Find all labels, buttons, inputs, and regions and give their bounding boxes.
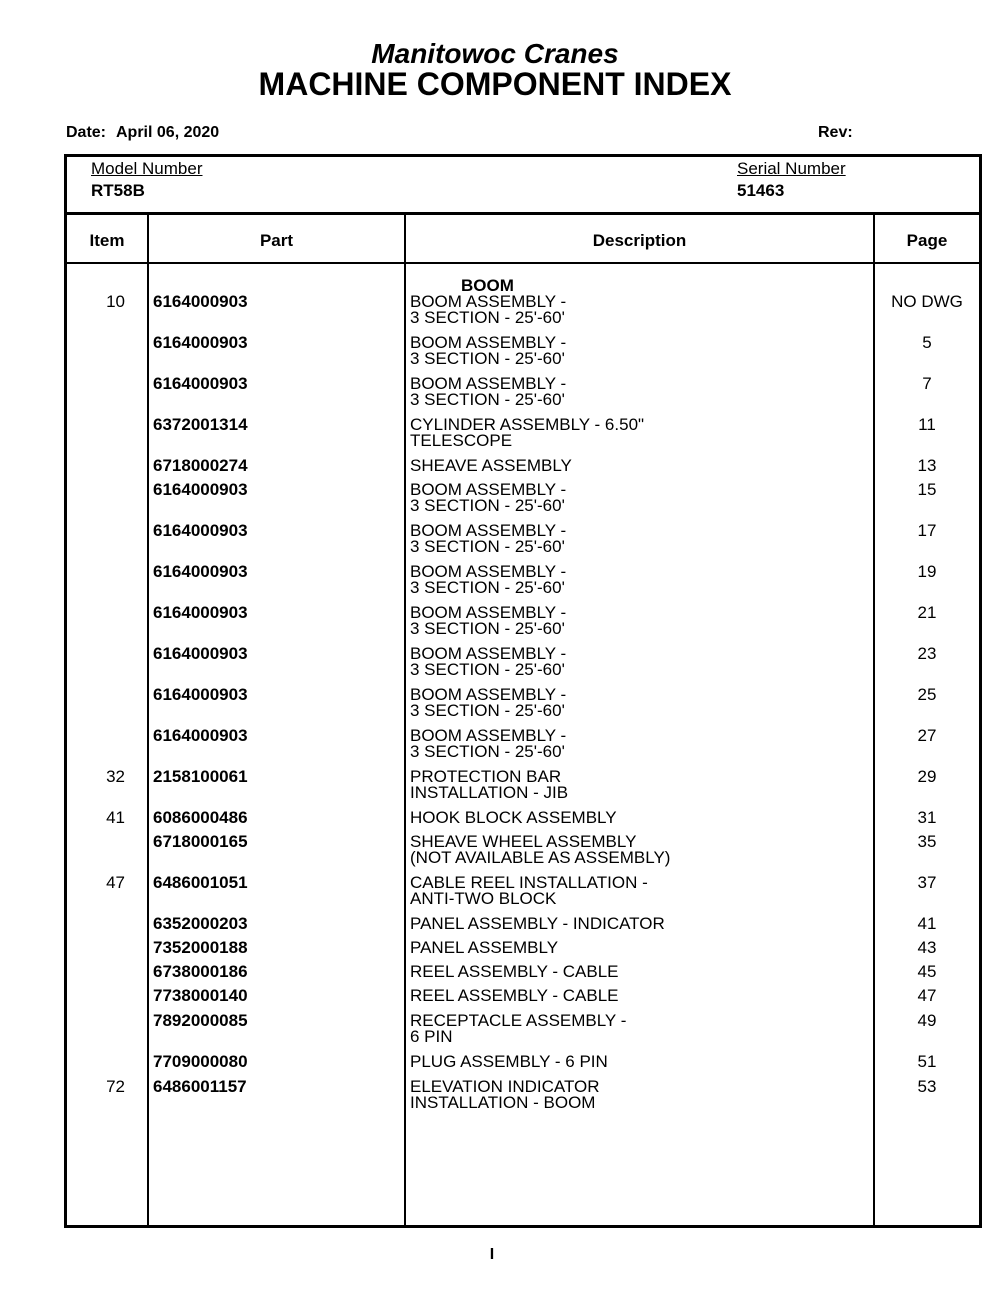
row-description-line-2: ANTI-TWO BLOCK <box>410 889 557 908</box>
row-page-number: 35 <box>917 832 937 851</box>
rev-label: Rev: <box>818 124 853 141</box>
row-description <box>410 964 870 980</box>
row-part-number: 6718000274 <box>153 456 248 475</box>
row-description <box>410 769 870 801</box>
row-part-number: 6164000903 <box>153 685 248 704</box>
row-description <box>410 916 870 932</box>
row-part-number: 6164000903 <box>153 562 248 581</box>
row-description-line-1: BOOM ASSEMBLY - <box>410 480 567 499</box>
item-part-divider <box>147 215 149 1225</box>
row-description <box>410 1054 870 1070</box>
row-description-line-1: BOOM ASSEMBLY - <box>410 644 567 663</box>
row-page-number: 7 <box>922 374 932 393</box>
row-description <box>410 417 870 449</box>
row-page-number: 17 <box>917 521 937 540</box>
row-page-number: 37 <box>917 873 937 892</box>
model-number-label: Model Number <box>91 159 203 178</box>
row-description <box>410 728 870 760</box>
row-part-number: 2158100061 <box>153 767 248 786</box>
row-description-line-1: BOOM ASSEMBLY - <box>410 374 567 393</box>
row-part-number: 6164000903 <box>153 521 248 540</box>
row-description-line-2: 3 SECTION - 25'-60' <box>410 660 565 679</box>
row-description-line-2: INSTALLATION - BOOM <box>410 1093 596 1112</box>
row-description-line-1: ELEVATION INDICATOR <box>410 1077 600 1096</box>
date-value: April 06, 2020 <box>116 124 220 141</box>
row-description <box>410 940 870 956</box>
row-description <box>410 1013 870 1045</box>
row-description <box>410 564 870 596</box>
row-part-number: 6086000486 <box>153 808 248 827</box>
row-part-number: 6352000203 <box>153 914 248 933</box>
row-description <box>410 646 870 678</box>
column-header-description: Description <box>592 231 687 250</box>
row-description <box>410 294 870 326</box>
row-part-number: 6486001051 <box>153 873 248 892</box>
row-page-number: 27 <box>917 726 937 745</box>
row-item-number: 32 <box>106 767 125 786</box>
row-description-line-1: BOOM ASSEMBLY - <box>410 333 567 352</box>
row-page-number: 23 <box>917 644 937 663</box>
row-item-number: 72 <box>106 1077 125 1096</box>
row-description-line-2: 3 SECTION - 25'-60' <box>410 619 565 638</box>
description-page-divider <box>873 215 875 1225</box>
row-description-line-2: 3 SECTION - 25'-60' <box>410 742 565 761</box>
row-description-line-1: REEL ASSEMBLY - CABLE <box>410 962 619 981</box>
row-description <box>410 523 870 555</box>
serial-number-value: 51463 <box>737 181 785 200</box>
row-page-number: 11 <box>918 415 936 434</box>
row-part-number: 6164000903 <box>153 333 248 352</box>
row-part-number: 6164000903 <box>153 480 248 499</box>
row-description <box>410 988 870 1004</box>
row-part-number: 7352000188 <box>153 938 248 957</box>
row-part-number: 6164000903 <box>153 603 248 622</box>
row-description <box>410 834 870 866</box>
row-description-line-1: PLUG ASSEMBLY - 6 PIN <box>410 1052 608 1071</box>
row-part-number: 6164000903 <box>153 644 248 663</box>
section-heading: BOOM <box>461 276 514 295</box>
row-description <box>410 687 870 719</box>
date-label: Date: <box>66 124 107 141</box>
row-item-number: 41 <box>106 808 125 827</box>
row-page-number: 13 <box>917 456 937 475</box>
row-description-line-2: 3 SECTION - 25'-60' <box>410 701 565 720</box>
row-description-line-1: REEL ASSEMBLY - CABLE <box>410 986 619 1005</box>
row-description-line-2: TELESCOPE <box>410 431 513 450</box>
row-description-line-1: CABLE REEL INSTALLATION - <box>410 873 648 892</box>
row-page-number: 43 <box>917 938 937 957</box>
row-description-line-1: BOOM ASSEMBLY - <box>410 685 567 704</box>
row-item-number: 47 <box>106 873 125 892</box>
row-page-number: 45 <box>917 962 937 981</box>
row-description-line-2: (NOT AVAILABLE AS ASSEMBLY) <box>410 848 671 867</box>
row-part-number: 6718000165 <box>153 832 248 851</box>
column-header-item: Item <box>89 231 125 250</box>
row-description-line-1: SHEAVE WHEEL ASSEMBLY <box>410 832 637 851</box>
row-part-number: 7709000080 <box>153 1052 248 1071</box>
row-part-number: 6486001157 <box>153 1077 247 1096</box>
row-page-number: 15 <box>917 480 937 499</box>
row-page-number: 41 <box>917 914 937 933</box>
row-part-number: 7738000140 <box>153 986 248 1005</box>
row-page-number: 53 <box>917 1077 937 1096</box>
serial-number-label: Serial Number <box>737 159 846 178</box>
row-description <box>410 810 870 826</box>
row-description-line-1: HOOK BLOCK ASSEMBLY <box>410 808 617 827</box>
row-description-line-1: BOOM ASSEMBLY - <box>410 603 567 622</box>
row-description <box>410 605 870 637</box>
row-description <box>410 1079 870 1111</box>
row-description-line-2: 3 SECTION - 25'-60' <box>410 349 565 368</box>
row-description-line-1: CYLINDER ASSEMBLY - 6.50" <box>410 415 645 434</box>
row-page-number: 19 <box>917 562 937 581</box>
row-description-line-2: 3 SECTION - 25'-60' <box>410 390 565 409</box>
row-description <box>410 875 870 907</box>
row-description-line-1: SHEAVE ASSEMBLY <box>410 456 572 475</box>
row-item-number: 10 <box>106 292 125 311</box>
row-description-line-2: 3 SECTION - 25'-60' <box>410 578 565 597</box>
row-description <box>410 458 870 474</box>
row-description-line-2: 3 SECTION - 25'-60' <box>410 496 565 515</box>
row-page-number: 5 <box>922 333 932 352</box>
row-part-number: 6738000186 <box>153 962 248 981</box>
row-description-line-2: 3 SECTION - 25'-60' <box>410 308 565 327</box>
row-part-number: 7892000085 <box>153 1011 248 1030</box>
row-page-number: 29 <box>917 767 937 786</box>
page-number: I <box>489 1246 495 1263</box>
row-description-line-1: BOOM ASSEMBLY - <box>410 292 567 311</box>
row-description-line-1: BOOM ASSEMBLY - <box>410 521 567 540</box>
row-page-number: NO DWG <box>891 292 963 311</box>
column-header-part: Part <box>259 231 294 250</box>
row-page-number: 21 <box>917 603 937 622</box>
row-part-number: 6164000903 <box>153 292 248 311</box>
row-page-number: 49 <box>917 1011 937 1030</box>
row-part-number: 6164000903 <box>153 374 248 393</box>
row-description-line-2: 3 SECTION - 25'-60' <box>410 537 565 556</box>
row-description <box>410 482 870 514</box>
column-header-divider <box>67 262 979 264</box>
row-description-line-1: PANEL ASSEMBLY <box>410 938 559 957</box>
column-header-page: Page <box>906 231 948 250</box>
row-description-line-2: 6 PIN <box>410 1027 453 1046</box>
row-description-line-1: BOOM ASSEMBLY - <box>410 726 567 745</box>
row-page-number: 51 <box>917 1052 937 1071</box>
row-page-number: 25 <box>917 685 937 704</box>
company-name: Manitowoc Cranes <box>371 38 619 69</box>
row-description <box>410 376 870 408</box>
header-divider <box>67 212 979 215</box>
row-part-number: 6164000903 <box>153 726 248 745</box>
row-part-number: 6372001314 <box>153 415 248 434</box>
row-page-number: 47 <box>917 986 937 1005</box>
model-number-value: RT58B <box>91 181 145 200</box>
row-description <box>410 335 870 367</box>
row-description-line-2: INSTALLATION - JIB <box>410 783 569 802</box>
row-description-line-1: PROTECTION BAR <box>410 767 562 786</box>
component-table <box>64 154 982 1228</box>
row-description-line-1: RECEPTACLE ASSEMBLY - <box>410 1011 627 1030</box>
document-title: MACHINE COMPONENT INDEX <box>258 66 732 102</box>
row-description-line-1: BOOM ASSEMBLY - <box>410 562 567 581</box>
row-page-number: 31 <box>917 808 937 827</box>
part-description-divider <box>404 215 406 1225</box>
row-description-line-1: PANEL ASSEMBLY - INDICATOR <box>410 914 665 933</box>
